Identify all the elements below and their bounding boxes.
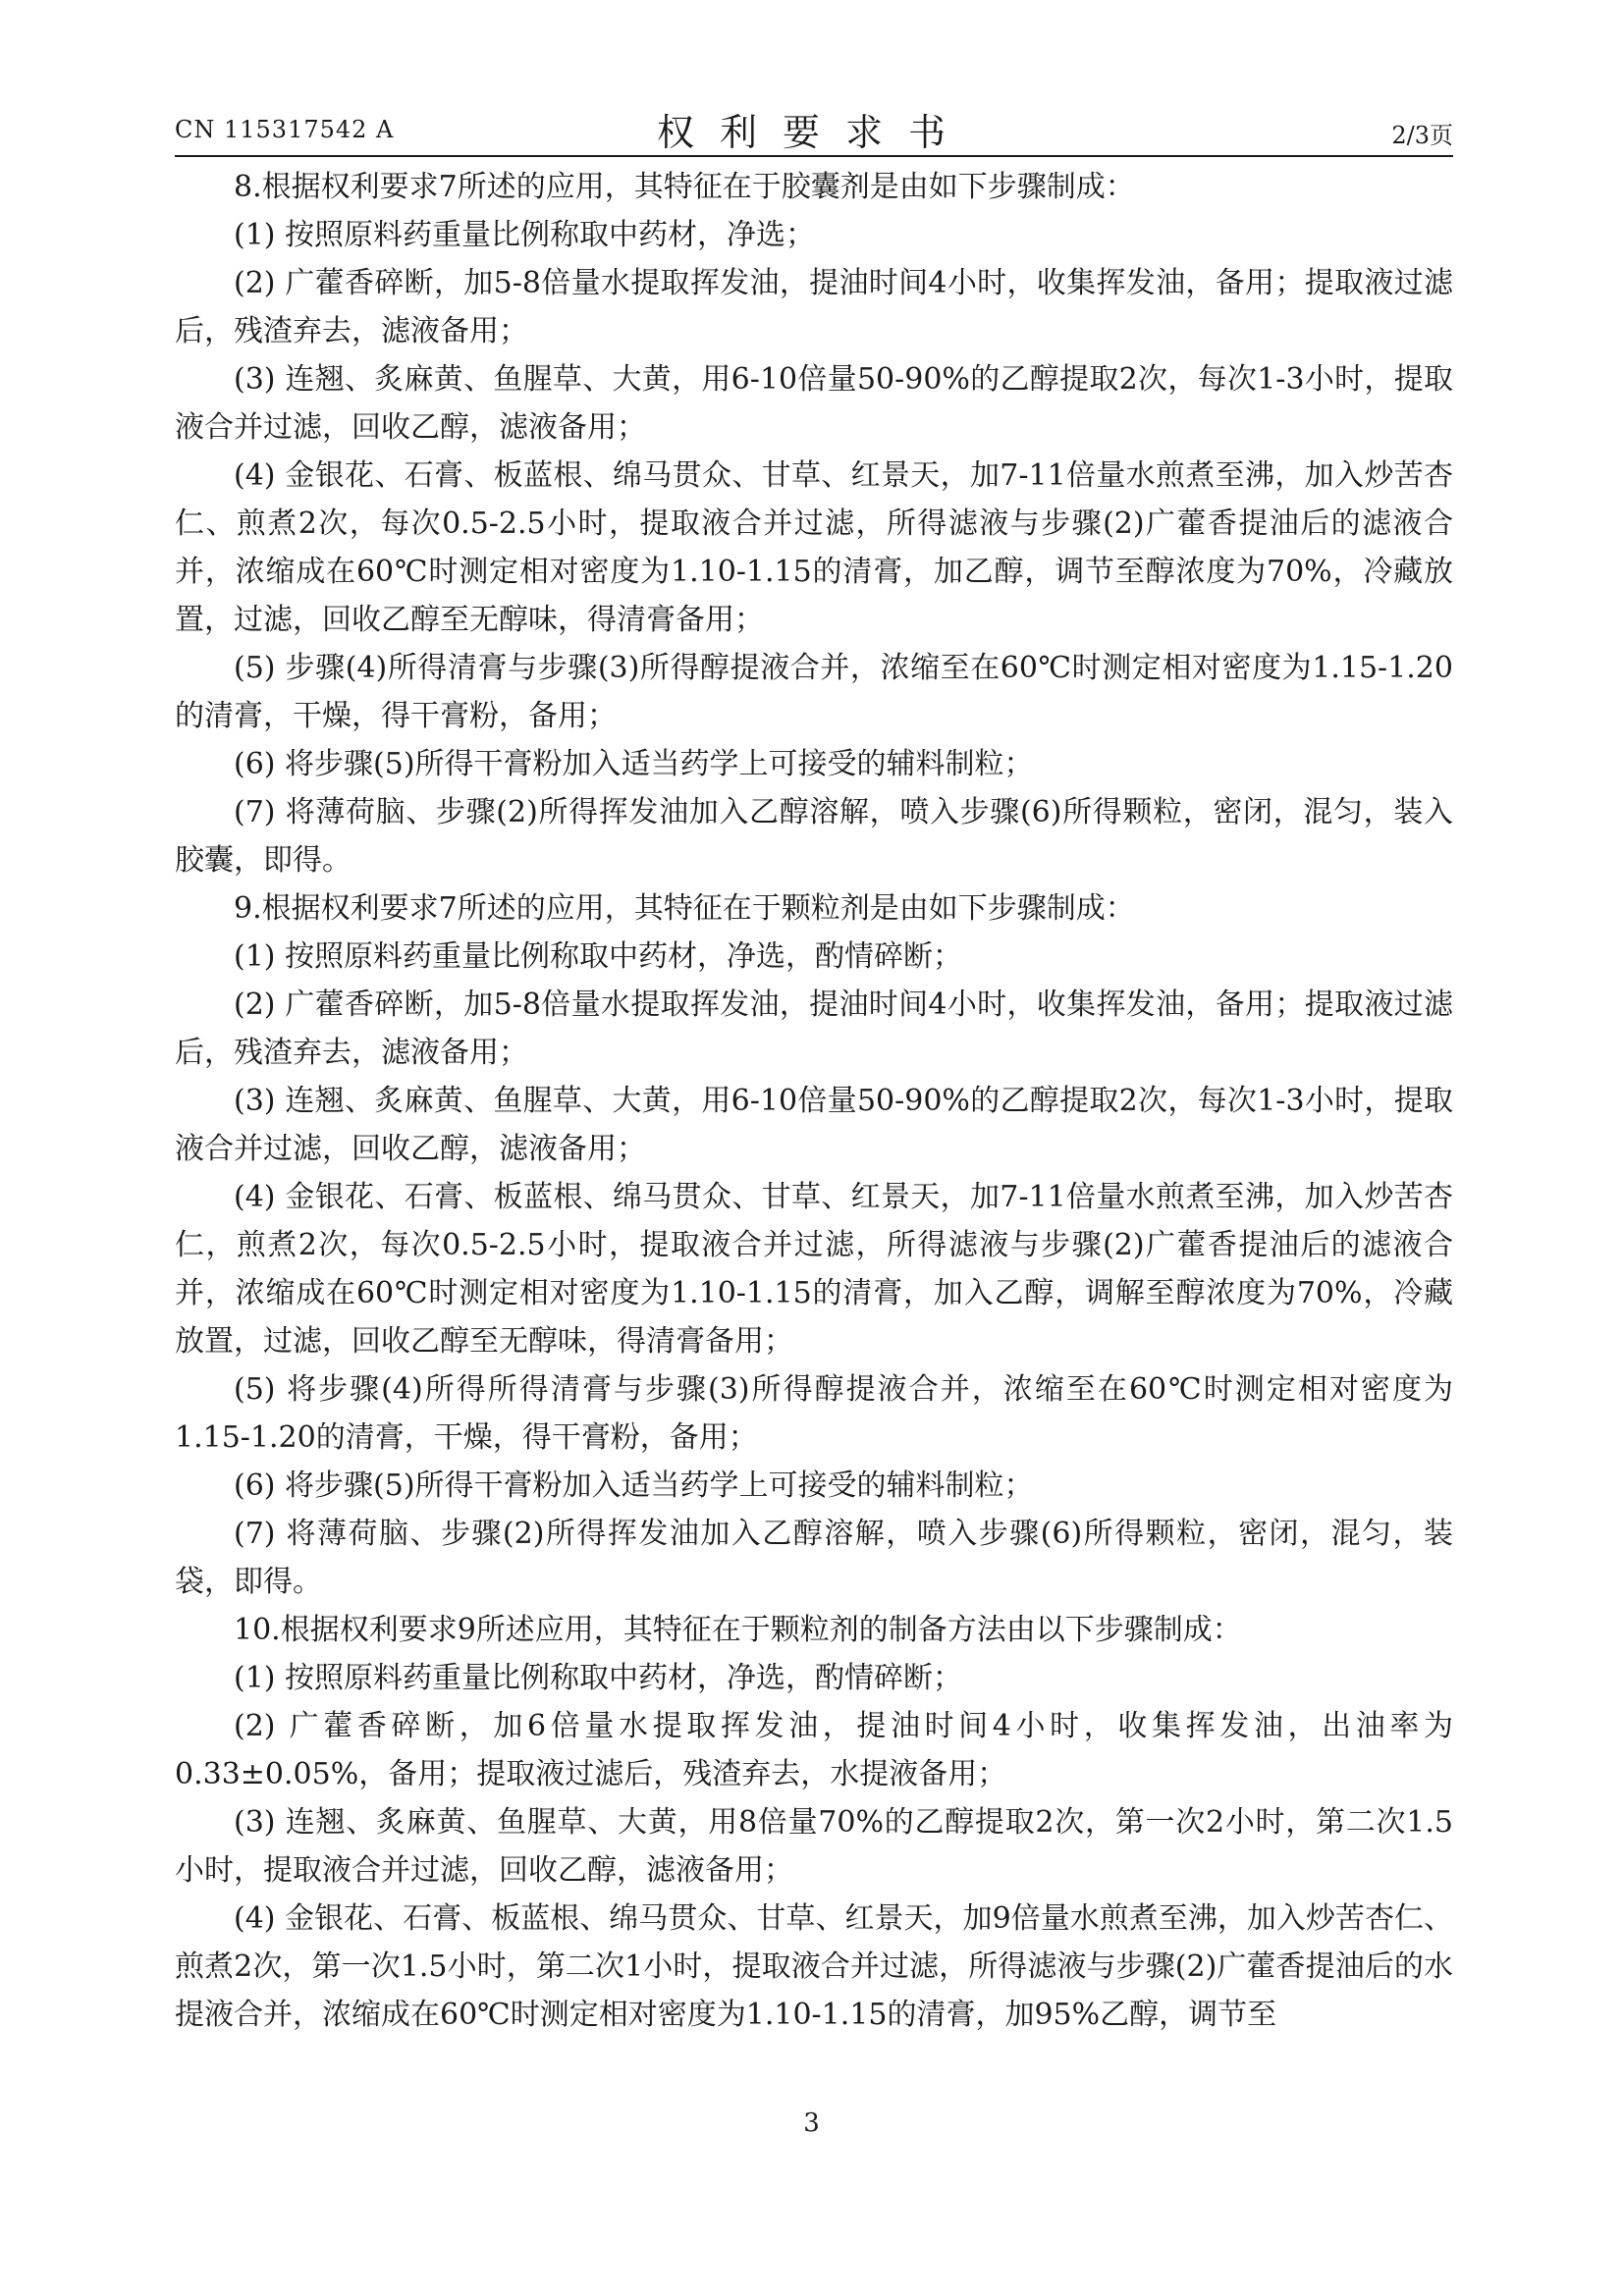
page-label: 2/3页 [1391,122,1453,149]
header-divider [175,155,1453,157]
claim-8-step-3: (3) 连翘、炙麻黄、鱼腥草、大黄，用6-10倍量50-90%的乙醇提取2次，每次1-3小时，提取液合并过滤，回收乙醇，滤液备用； [175,362,1453,445]
claim-9-step-7: (7) 将薄荷脑、步骤(2)所得挥发油加入乙醇溶解，喷入步骤(6)所得颗粒，密闭，混匀，装袋，即得。 [175,1517,1453,1599]
page-number: 3 [803,2109,820,2138]
claim-9-step-1: (1) 按照原料药重量比例称取中药材，净选，酌情碎断； [234,939,963,974]
claim-9-step-5: (5) 将步骤(4)所得所得清膏与步骤(3)所得醇提液合并，浓缩至在60℃时测定相对密度为1.15-1.20的清膏，干燥，得干膏粉，备用； [175,1372,1453,1455]
claim-8-step-1: (1) 按照原料药重量比例称取中药材，净选； [234,218,816,252]
claim-8-step-6: (6) 将步骤(5)所得干膏粉加入适当药学上可接受的辅料制粒； [234,747,1034,781]
claim-9-step-3: (3) 连翘、炙麻黄、鱼腥草、大黄，用6-10倍量50-90%的乙醇提取2次，每次1-3小时，提取液合并过滤，回收乙醇，滤液备用； [175,1084,1453,1166]
claim-9-step-2: (2) 广藿香碎断，加5-8倍量水提取挥发油，提油时间4小时，收集挥发油，备用；提取液过滤后，残渣弃去，滤液备用； [175,988,1453,1070]
claim-10-step-4: (4) 金银花、石膏、板蓝根、绵马贯众、甘草、红景天，加9倍量水煎煮至沸，加入炒苦杏仁、煎煮2次，第一次1.5小时，第二次1小时，提取液合并过滤，所得滤液与步骤(2)广藿香提油后的水提液合并，浓缩成在60℃时测定相对密度为1.10-1.15的清膏，加95%乙醇，调节至 [175,1901,1453,2032]
claim-9-step-6: (6) 将步骤(5)所得干膏粉加入适当药学上可接受的辅料制粒； [234,1468,1034,1503]
claim-8-step-2: (2) 广藿香碎断，加5-8倍量水提取挥发油，提油时间4小时，收集挥发油，备用；提取液过滤后，残渣弃去，滤液备用； [175,266,1453,348]
claim-8-heading: 8.根据权利要求7所述的应用，其特征在于胶囊剂是由如下步骤制成： [234,170,1135,204]
claim-10-step-3: (3) 连翘、炙麻黄、鱼腥草、大黄，用8倍量70%的乙醇提取2次，第一次2小时，第二次1.5小时，提取液合并过滤，回收乙醇，滤液备用； [175,1805,1453,1888]
document-title: 权利要求书 [656,111,971,154]
claim-8-step-4: (4) 金银花、石膏、板蓝根、绵马贯众、甘草、红景天，加7-11倍量水煎煮至沸，加入炒苦杏仁、煎煮2次，每次0.5-2.5小时，提取液合并过滤，所得滤液与步骤(2)广藿香提油后的滤液合并，浓缩成在60℃时测定相对密度为1.10-1.15的清膏，加乙醇，调节至醇浓度为70%，冷藏放置，过滤，回收乙醇至无醇味，得清膏备用； [175,458,1453,637]
claims-body [175,163,1453,2039]
claim-8-step-5: (5) 步骤(4)所得清膏与步骤(3)所得醇提液合并，浓缩至在60℃时测定相对密度为1.15-1.20的清膏，干燥，得干膏粉，备用； [175,651,1453,733]
document-number: CN 115317542 A [175,116,395,143]
page-header [175,102,1453,157]
claim-9-heading: 9.根据权利要求7所述的应用，其特征在于颗粒剂是由如下步骤制成： [234,891,1135,926]
claim-8-step-7: (7) 将薄荷脑、步骤(2)所得挥发油加入乙醇溶解，喷入步骤(6)所得颗粒，密闭，混匀，装入胶囊，即得。 [175,795,1453,878]
claim-10-step-1: (1) 按照原料药重量比例称取中药材，净选，酌情碎断； [234,1661,963,1695]
claim-9-step-4: (4) 金银花、石膏、板蓝根、绵马贯众、甘草、红景天，加7-11倍量水煎煮至沸，加入炒苦杏仁，煎煮2次，每次0.5-2.5小时，提取液合并过滤，所得滤液与步骤(2)广藿香提油后的滤液合并，浓缩成在60℃时测定相对密度为1.10-1.15的清膏，加入乙醇，调解至醇浓度为70%，冷藏放置，过滤，回收乙醇至无醇味，得清膏备用； [175,1180,1453,1359]
claim-10-heading: 10.根据权利要求9所述应用，其特征在于颗粒剂的制备方法由以下步骤制成： [234,1613,1242,1647]
claim-10-step-2: (2) 广藿香碎断，加6倍量水提取挥发油，提油时间4小时，收集挥发油，出油率为0.33±0.05%，备用；提取液过滤后，残渣弃去，水提液备用； [175,1709,1453,1791]
